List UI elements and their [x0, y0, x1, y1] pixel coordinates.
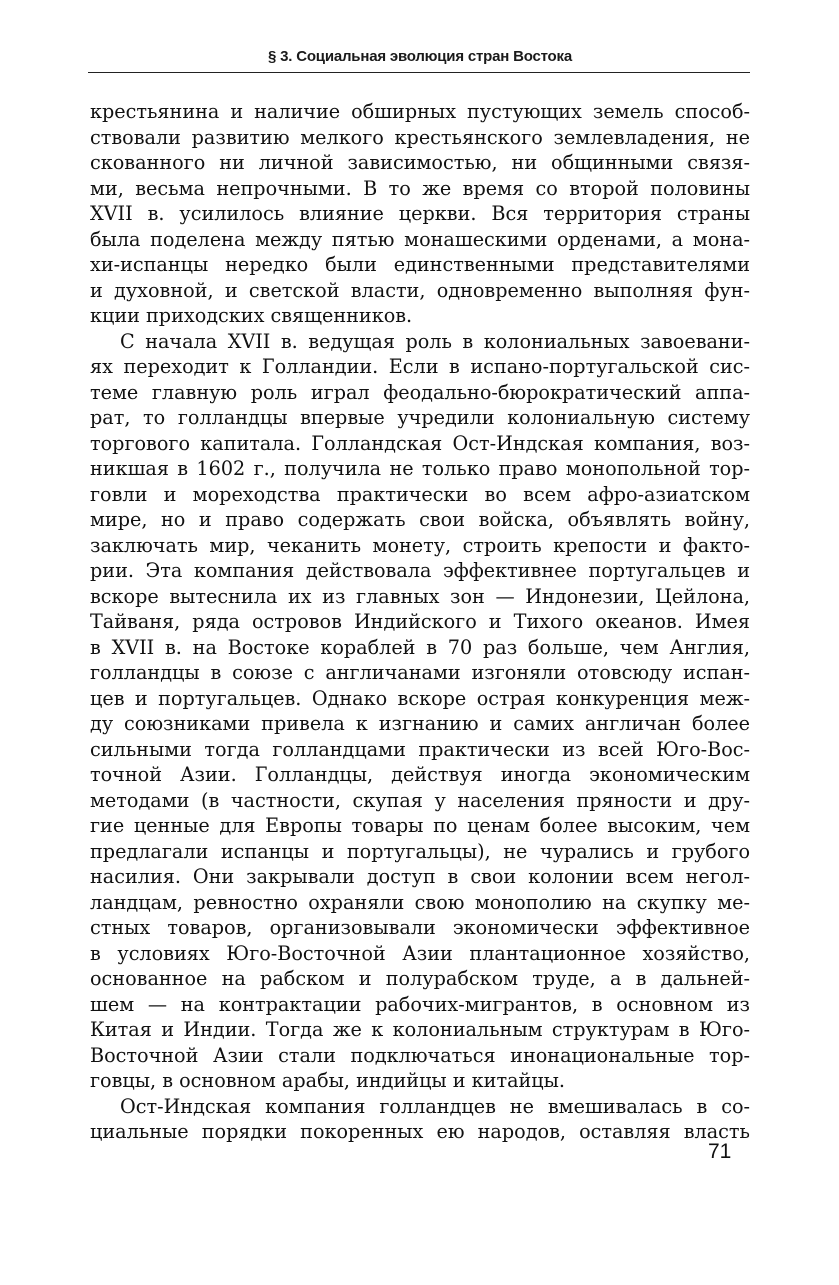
text-line: Китая и Индии. Тогда же к колониальным структурам в Юго- [90, 1018, 750, 1041]
text-line: С начала XVII в. ведущая роль в колониальных завоевани- [120, 329, 750, 353]
text-line: шем — на контрактации рабочих-мигрантов, в основном из [90, 992, 750, 1016]
paragraph-3 [90, 1094, 750, 1145]
text-line: и духовной, и светской власти, одновременно выполняя фун- [90, 278, 750, 302]
text-line: ствовали развитию мелкого крестьянского землевладения, не [90, 125, 750, 149]
text-line: циальные порядки покоренных ею народов, оставляя власть [90, 1120, 750, 1143]
text-line: предлагали испанцы и португальцы), не чурались и грубого [90, 839, 750, 863]
text-line: Ост-Индская компания голландцев не вмешивалась в со- [120, 1094, 750, 1118]
text-line: стных товаров, организовывали экономически эффективное [90, 916, 750, 939]
paragraph-2 [90, 329, 750, 1094]
text-line: скованного ни личной зависимостью, ни общинными связя- [90, 151, 750, 174]
text-line: говли и мореходства практически во всем афро-азиатском [90, 482, 750, 506]
text-line: в условиях Юго-Восточной Азии плантационное хозяйство, [90, 941, 750, 965]
text-line: никшая в 1602 г., получила не только право монопольной тор- [90, 457, 750, 480]
text-line: рии. Эта компания действовала эффективнее португальцев и [90, 559, 750, 582]
text-line: сильными тогда голландцами практически из всей Юго-Вос- [90, 737, 750, 761]
running-head-title: § 3. Социальная эволюция стран Востока [268, 48, 572, 65]
text-line: точной Азии. Голландцы, действуя иногда экономическим [90, 763, 750, 786]
page-number: 71 [708, 1140, 732, 1163]
paragraph-1 [90, 99, 750, 329]
text-line: ландцам, ревностно охраняли свою монополию на скупку ме- [90, 890, 750, 914]
text-line: говцы, в основном арабы, индийцы и китайцы. [90, 1069, 566, 1092]
text-line: Восточной Азии стали подключаться инонациональные тор- [90, 1043, 750, 1067]
text-line: торгового капитала. Голландская Ост-Индская компания, воз- [90, 431, 750, 455]
text-line: кции приходских священников. [90, 304, 413, 327]
text-line: гие ценные для Европы товары по ценам более высоким, чем [90, 814, 750, 837]
text-line: вскоре вытеснила их из главных зон — Индонезии, Цейлона, [90, 584, 750, 608]
text-line: голландцы в союзе с англичанами изгоняли отовсюду испан- [90, 661, 750, 684]
text-line: мире, но и право содержать свои войска, объявлять войну, [90, 508, 750, 531]
text-line: заключать мир, чеканить монету, строить крепости и факто- [90, 533, 750, 557]
text-line: ях переходит к Голландии. Если в испано-португальской сис- [90, 355, 750, 378]
text-line: Тайваня, ряда островов Индийского и Тихого океанов. Имея [90, 610, 750, 633]
text-line: в XVII в. на Востоке кораблей в 70 раз больше, чем Англия, [90, 635, 750, 659]
text-line: цев и португальцев. Однако вскоре острая конкуренция меж- [90, 686, 750, 710]
body-text [90, 99, 750, 1145]
text-line: теме главную роль играл феодально-бюрократический аппа- [90, 380, 750, 404]
header-rule [88, 72, 750, 73]
text-line: основанное на рабском и полурабском труде, а в дальней- [90, 967, 750, 990]
text-line: XVII в. усилилось влияние церкви. Вся территория страны [90, 202, 750, 225]
text-line: ду союзниками привела к изгнанию и самих англичан более [90, 712, 750, 735]
text-line: методами (в частности, скупая у населения пряности и дру- [90, 788, 750, 812]
text-line: хи-испанцы нередко были единственными представителями [90, 253, 750, 276]
text-line: насилия. Они закрывали доступ в свои колонии всем негол- [90, 865, 750, 888]
text-line: ми, весьма непрочными. В то же время со второй половины [90, 176, 750, 200]
text-line: крестьянина и наличие обширных пустующих земель способ- [90, 100, 750, 123]
text-line: рат, то голландцы впервые учредили колониальную систему [90, 406, 750, 429]
text-line: была поделена между пятью монашескими орденами, а мона- [90, 227, 750, 251]
